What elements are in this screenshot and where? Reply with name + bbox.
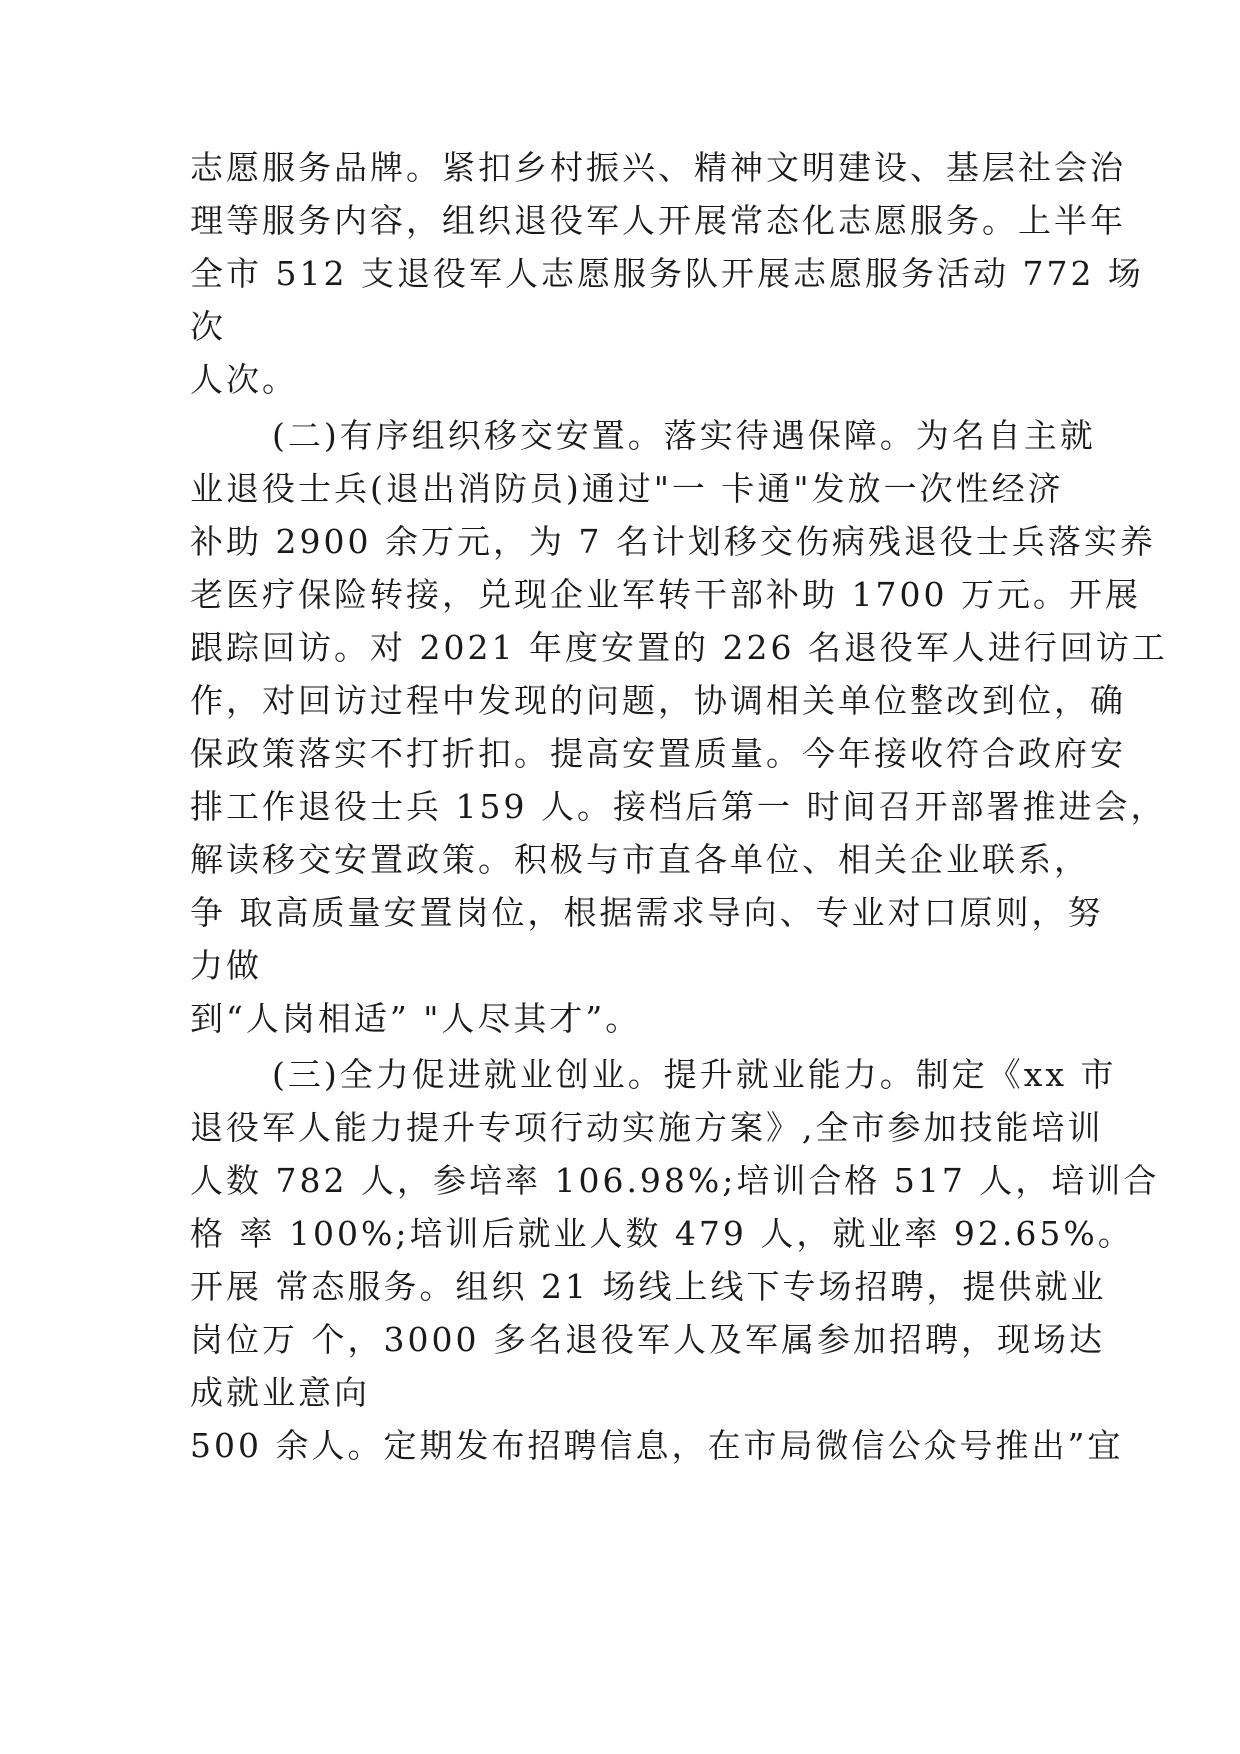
text-line: 到“人岗相适” "人尽其才”。: [190, 999, 642, 1038]
section-heading-line: (三)全力促进就业创业。提升就业能力。制定《xx 市: [272, 1055, 1117, 1094]
text-line: 成就业意向: [190, 1373, 370, 1412]
text-line: 补助 2900 余万元，为 7 名计划移交伤病残退役士兵落实养: [190, 522, 1156, 561]
text-line: 解读移交安置政策。积极与市直各单位、相关企业联系，: [190, 840, 1090, 879]
text-line: 老医疗保险转接，兑现企业军转干部补助 1700 万元。开展: [190, 575, 1141, 614]
text-line: 500 余人。定期发布招聘信息，在市局微信公众号推出”宜: [190, 1426, 1124, 1465]
text-line: 退役军人能力提升专项行动实施方案》,全市参加技能培训: [190, 1108, 1104, 1147]
text-line: 人次。: [190, 360, 298, 399]
section-heading-line: (二)有序组织移交安置。落实待遇保障。为名自主就: [272, 416, 1096, 455]
text-line: 力做: [190, 946, 262, 985]
text-line: 人数 782 人，参培率 106.98%;培训合格 517 人，培训合: [190, 1161, 1160, 1200]
text-line: 排工作退役士兵 159 人。接档后第一 时间召开部署推进会，: [190, 787, 1167, 826]
text-line: 争 取高质量安置岗位，根据需求导向、专业对口原则，努: [190, 893, 1104, 932]
text-line: 作，对回访过程中发现的问题，协调相关单位整改到位，确: [190, 681, 1126, 720]
text-line: 业退役士兵(退出消防员)通过"一 卡通"发放一次性经济: [190, 469, 1064, 508]
text-line: 次: [190, 307, 226, 346]
text-line: 岗位万 个，3000 多名退役军人及军属参加招聘，现场达: [190, 1320, 1105, 1359]
text-line: 志愿服务品牌。紧扣乡村振兴、精神文明建设、基层社会治: [190, 148, 1126, 187]
text-line: 理等服务内容，组织退役军人开展常态化志愿服务。上半年: [190, 201, 1126, 240]
text-line: 格 率 100%;培训后就业人数 479 人，就业率 92.65%。: [190, 1214, 1134, 1253]
text-line: 保政策落实不打折扣。提高安置质量。今年接收符合政府安: [190, 734, 1126, 773]
text-line: 跟踪回访。对 2021 年度安置的 226 名退役军人进行回访工: [190, 628, 1168, 667]
text-line: 全市 512 支退役军人志愿服务队开展志愿服务活动 772 场: [190, 254, 1144, 293]
text-line: 开展 常态服务。组织 21 场线上线下专场招聘，提供就业: [190, 1267, 1107, 1306]
